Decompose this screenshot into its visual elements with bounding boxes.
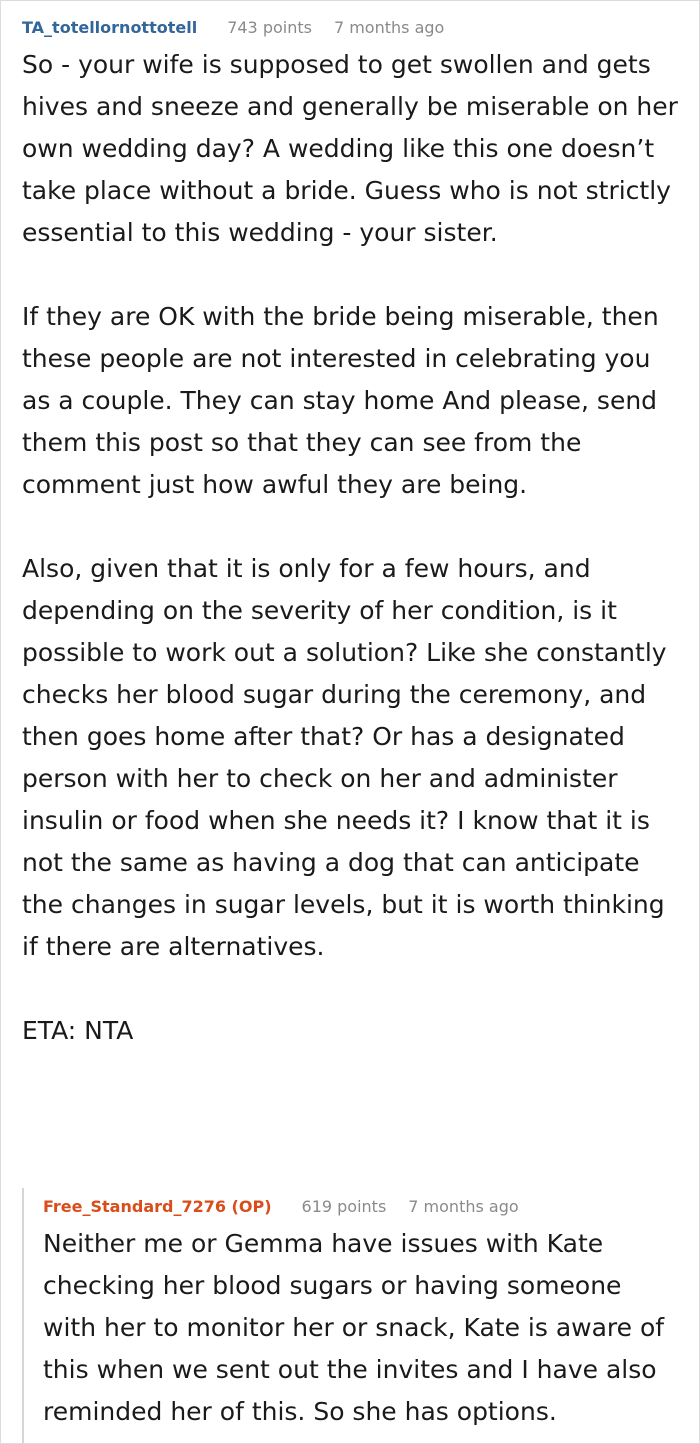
reply-points: 619 points <box>301 1197 387 1216</box>
reply-body <box>43 1223 682 1433</box>
comment-meta <box>22 18 682 44</box>
comment-paragraph-2: If they are OK with the bride being miserable, then these people are not interested in celebrating you as a couple. They can stay home And please, send them this post so that they can see from the comment just how awful they are being. <box>22 302 659 499</box>
comment <box>22 18 682 1052</box>
reply-author-link[interactable]: Free_Standard_7276 (OP) <box>43 1197 272 1216</box>
comment-author-link[interactable]: TA_totellornottotell <box>22 18 198 37</box>
comment-paragraph-4: ETA: NTA <box>22 1016 134 1045</box>
reply-comment <box>22 1188 682 1444</box>
reply-paragraph-1: Neither me or Gemma have issues with Kate checking her blood sugars or having someone with her to monitor her or snack, Kate is aware of this when we sent out the invites and I have also reminded her of this. So she has options. <box>43 1229 665 1426</box>
comment-paragraph-3: Also, given that it is only for a few hours, and depending on the severity of her condition, is it possible to work out a solution? Like she constantly checks her blood sugar during the ceremony, and then goes home after that? Or has a designated person with her to check on her and administer insulin or food when she needs it? I know that it is not the same as having a dog that can anticipate the changes in sugar levels, but it is worth thinking if there are alternatives. <box>22 554 667 961</box>
comment-timestamp: 7 months ago <box>333 18 445 37</box>
comment-points: 743 points <box>227 18 312 37</box>
comment-body <box>22 44 682 1052</box>
reply-timestamp: 7 months ago <box>408 1197 519 1216</box>
comment-paragraph-1: So - your wife is supposed to get swollen and gets hives and sneeze and generally be miserable on her own wedding day? A wedding like this one doesn’t take place without a bride. Guess who is not strictly essential to this wedding - your sister. <box>22 50 678 247</box>
reply-meta <box>43 1197 682 1223</box>
